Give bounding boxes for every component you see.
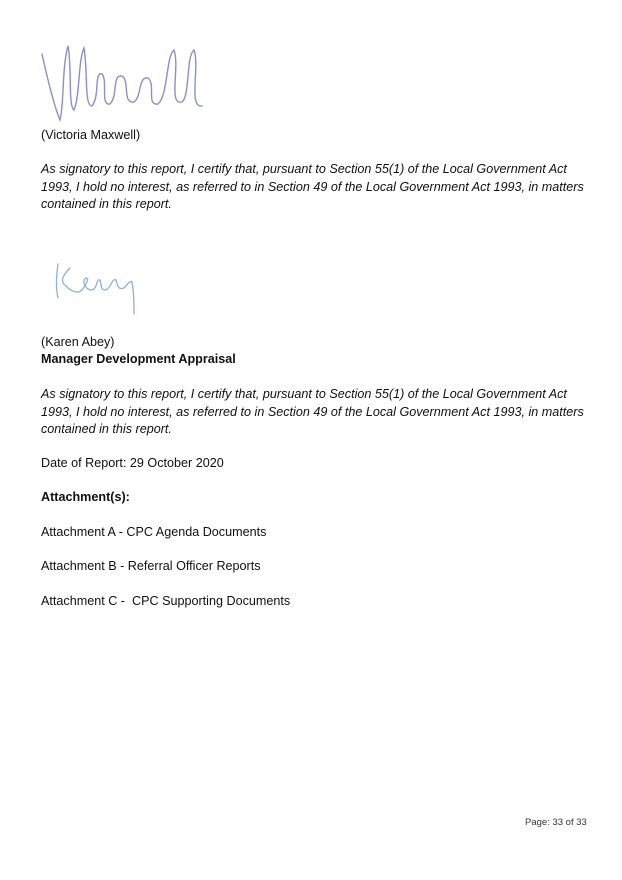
date-of-report: Date of Report: 29 October 2020 bbox=[41, 456, 224, 470]
certification-statement: As signatory to this report, I certify that, pursuant to Section 55(1) of the Local Government Act 1993, I hold no interest, as referred to in Section 49 of the Local Government Act 1993, in matters contained in this report. bbox=[41, 162, 584, 211]
signatory-title: Manager Development Appraisal bbox=[41, 352, 236, 366]
signatory-name: (Victoria Maxwell) bbox=[41, 128, 141, 142]
signature-victoria-maxwell bbox=[38, 36, 208, 124]
signature-karen-abey bbox=[52, 258, 142, 318]
attachment-item: Attachment C - CPC Supporting Documents bbox=[41, 594, 291, 608]
signatory-name: (Karen Abey) bbox=[41, 335, 115, 349]
certification-statement: As signatory to this report, I certify that, pursuant to Section 55(1) of the Local Government Act 1993, I hold no interest, as referred to in Section 49 of the Local Government Act 1993, in matters contained in this report. bbox=[41, 387, 584, 436]
page-number: Page: 33 of 33 bbox=[525, 817, 587, 828]
attachment-item: Attachment A - CPC Agenda Documents bbox=[41, 525, 267, 539]
attachments-heading: Attachment(s): bbox=[41, 490, 130, 504]
attachment-item: Attachment B - Referral Officer Reports bbox=[41, 559, 261, 573]
